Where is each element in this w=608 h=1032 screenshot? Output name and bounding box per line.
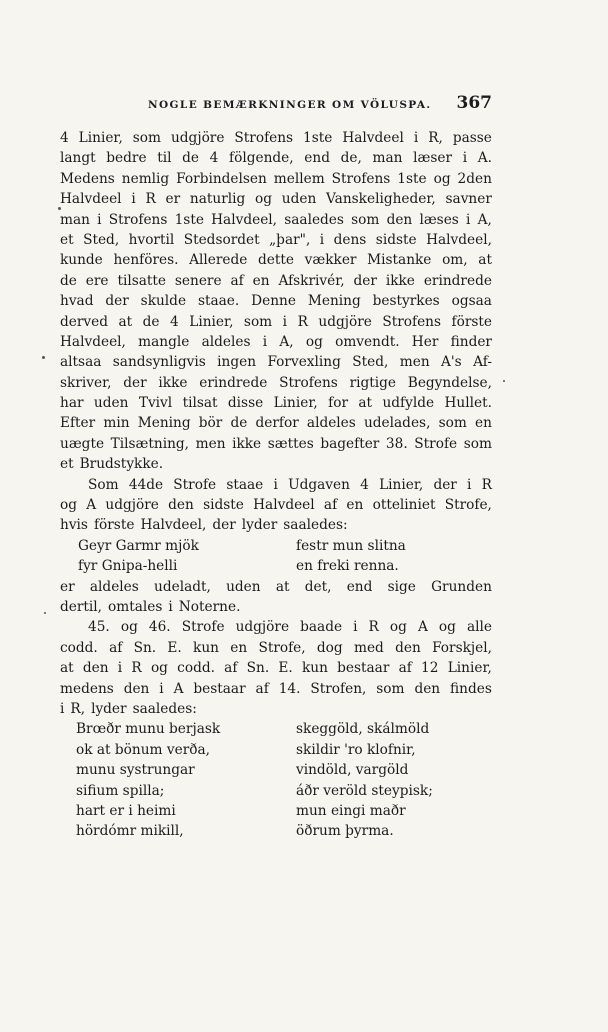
text-line: Halvdeel, mangle aldeles i A, og omvendt. Her finder	[60, 333, 492, 350]
print-speck	[58, 207, 61, 210]
verse-left-half: Brœðr munu berjask	[76, 721, 221, 738]
text-line: skriver, der ikke erindrede Strofens rigtige Begyndelse,	[60, 374, 492, 391]
text-line: er aldeles udeladt, uden at det, end sige Grunden	[60, 578, 492, 595]
verse-right-half: skildir 'ro klofnir,	[296, 741, 416, 758]
text-line: hvis förste Halvdeel, der lyder saaledes:	[60, 517, 348, 534]
print-speck	[42, 356, 45, 359]
print-speck	[44, 612, 46, 614]
verse-right-half: áðr veröld steypisk;	[296, 782, 433, 799]
verse-left-half: Geyr Garmr mjök	[78, 537, 199, 554]
text-line: i R, lyder saaledes:	[60, 700, 197, 717]
verse-right-half: vindöld, vargöld	[296, 762, 409, 779]
text-line: Medens nemlig Forbindelsen mellem Strofens 1ste og 2den	[60, 170, 492, 187]
running-title: NOGLE BEMÆRKNINGER OM VÖLUSPA.	[148, 99, 432, 111]
text-line: de ere tilsatte senere af en Afskrivér, der ikke erindrede	[60, 272, 492, 289]
text-line: et Sted, hvortil Stedsordet „þar", i dens sidste Halvdeel,	[60, 231, 492, 248]
verse-line	[60, 740, 492, 760]
text-line: har uden Tvivl tilsat disse Linier, for at udfylde Hullet.	[60, 395, 492, 412]
verse-line	[60, 801, 492, 821]
text-line: Som 44de Strofe staae i Udgaven 4 Linier, der i R	[88, 476, 492, 493]
print-speck	[503, 380, 505, 382]
text-line: hvad der skulde staae. Denne Mening bestyrkes ogsaa	[60, 293, 492, 310]
verse-line	[60, 556, 492, 576]
text-line: altsaa sandsynligvis ingen Forvexling Sted, men A's Af-	[60, 354, 492, 371]
verse-line	[60, 821, 492, 841]
body-text	[60, 128, 492, 842]
verse-line	[60, 719, 492, 739]
text-line: at den i R og codd. af Sn. E. kun bestaar af 12 Linier,	[60, 660, 492, 677]
prose-block-1	[60, 128, 492, 536]
verse-left-half: munu systrungar	[76, 762, 195, 779]
prose-block-2	[60, 577, 492, 720]
verse-left-half: fyr Gnipa-helli	[78, 558, 178, 575]
verse-right-half: festr mun slitna	[296, 537, 406, 554]
text-line: man i Strofens 1ste Halvdeel, saaledes som den læses i A,	[60, 211, 492, 228]
verse-left-half: ok at bönum verða,	[76, 741, 210, 758]
verse-right-half: skeggöld, skálmöld	[296, 721, 430, 738]
verse-left-half: hart er i heimi	[76, 802, 176, 819]
text-line: Efter min Mening bör de derfor aldeles udelades, som en	[60, 415, 492, 432]
page-header	[60, 93, 492, 117]
text-line: 45. og 46. Strofe udgjöre baade i R og A og alle	[88, 619, 492, 636]
verse-block-1	[60, 536, 492, 577]
text-line: 4 Linier, som udgjöre Strofens 1ste Halvdeel i R, passe	[60, 130, 492, 146]
verse-left-half: hördómr mikill,	[76, 823, 184, 840]
verse-block-2	[60, 719, 492, 841]
text-line: og A udgjöre den sidste Halvdeel af en otteliniet Strofe,	[60, 497, 492, 514]
verse-right-half: en freki renna.	[296, 558, 399, 575]
text-line: kunde henföres. Allerede dette vækker Mistanke om, at	[60, 252, 492, 269]
text-line: medens den i A bestaar af 14. Strofen, som den findes	[60, 680, 492, 697]
text-line: Halvdeel i R er naturlig og uden Vanskeligheder, savner	[60, 191, 492, 208]
verse-left-half: sifium spilla;	[76, 782, 165, 799]
verse-line	[60, 781, 492, 801]
text-line: et Brudstykke.	[60, 456, 164, 473]
text-line: codd. af Sn. E. kun en Strofe, dog med den Forskjel,	[60, 639, 492, 656]
text-line: derved at de 4 Linier, som i R udgjöre Strofens förste	[60, 313, 492, 330]
text-line: uægte Tilsætning, men ikke sættes bagefter 38. Strofe som	[60, 435, 492, 452]
verse-line	[60, 536, 492, 556]
text-line: langt bedre til de 4 fölgende, end de, man læser i A.	[60, 150, 492, 167]
verse-right-half: mun eingi maðr	[296, 802, 406, 819]
verse-right-half: öðrum þyrma.	[296, 823, 394, 840]
page-number: 367	[456, 93, 492, 113]
verse-line	[60, 760, 492, 780]
text-line: dertil, omtales i Noterne.	[60, 598, 241, 615]
